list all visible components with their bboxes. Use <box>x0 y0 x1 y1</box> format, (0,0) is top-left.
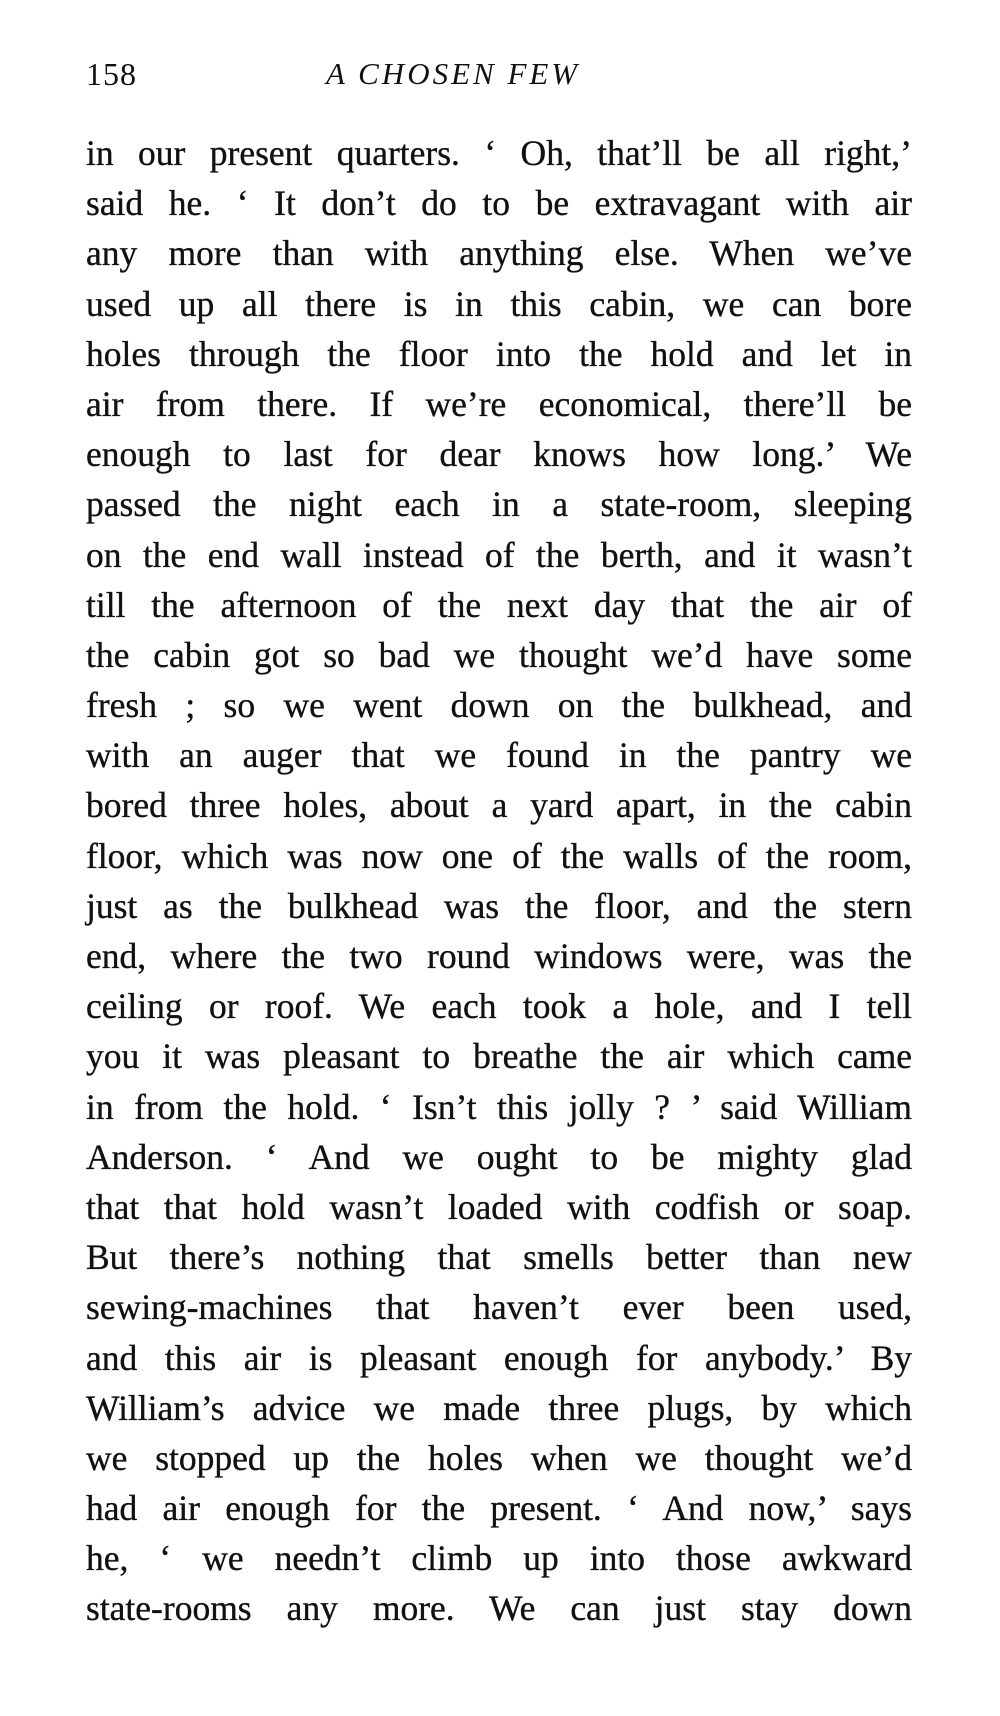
text-line: the cabin got so bad we thought we’d have some <box>86 634 912 675</box>
text-line: fresh ; so we went down on the bulkhead, and <box>86 685 912 726</box>
text-line: we stopped up the holes when we thought we’d <box>86 1437 912 1478</box>
text-line: on the end wall instead of the berth, and it wasn’t <box>86 534 912 575</box>
text-line: you it was pleasant to breathe the air which came <box>86 1036 912 1077</box>
text-line: holes through the floor into the hold and let in <box>86 333 912 374</box>
text-line: any more than with anything else. When we’ve <box>86 233 912 274</box>
text-line: bored three holes, about a yard apart, in the cabin <box>86 785 912 826</box>
text-line: air from there. If we’re economical, there’ll be <box>86 383 912 424</box>
text-line: end, where the two round windows were, was the <box>86 936 912 976</box>
text-line: in from the hold. ‘ Isn’t this jolly ? ’ said William <box>86 1086 912 1127</box>
text-line: Anderson. ‘ And we ought to be mighty glad <box>86 1136 912 1177</box>
text-line: ceiling or roof. We each took a hole, and I tell <box>86 986 912 1027</box>
text-line: till the afternoon of the next day that the air of <box>86 584 912 625</box>
text-line: floor, which was now one of the walls of the room, <box>86 835 912 876</box>
text-line: with an auger that we found in the pantry we <box>86 735 912 776</box>
text-line: enough to last for dear knows how long.’ We <box>86 434 912 475</box>
text-line: But there’s nothing that smells better than new <box>86 1237 912 1278</box>
text-line: sewing-machines that haven’t ever been used, <box>86 1287 912 1328</box>
running-title: A CHOSEN FEW <box>326 56 581 91</box>
text-line: and this air is pleasant enough for anybody.’ By <box>86 1337 912 1378</box>
text-line: William’s advice we made three plugs, by which <box>86 1387 912 1428</box>
page-number: 158 <box>86 56 137 92</box>
text-line: that that hold wasn’t loaded with codfish or soap. <box>86 1186 912 1227</box>
text-line: just as the bulkhead was the floor, and the stern <box>86 885 912 926</box>
page-header <box>86 52 912 96</box>
text-line: had air enough for the present. ‘ And now,’ says <box>86 1488 912 1529</box>
text-line: state-rooms any more. We can just stay down <box>86 1588 912 1629</box>
text-line: he, ‘ we needn’t climb up into those awkward <box>86 1538 912 1579</box>
text-line: in our present quarters. ‘ Oh, that’ll be all right,’ <box>86 133 912 173</box>
text-line: passed the night each in a state-room, sleeping <box>86 484 912 525</box>
text-line: said he. ‘ It don’t do to be extravagant with air <box>86 183 912 224</box>
body-text <box>86 128 912 1634</box>
text-line: used up all there is in this cabin, we can bore <box>86 283 912 324</box>
